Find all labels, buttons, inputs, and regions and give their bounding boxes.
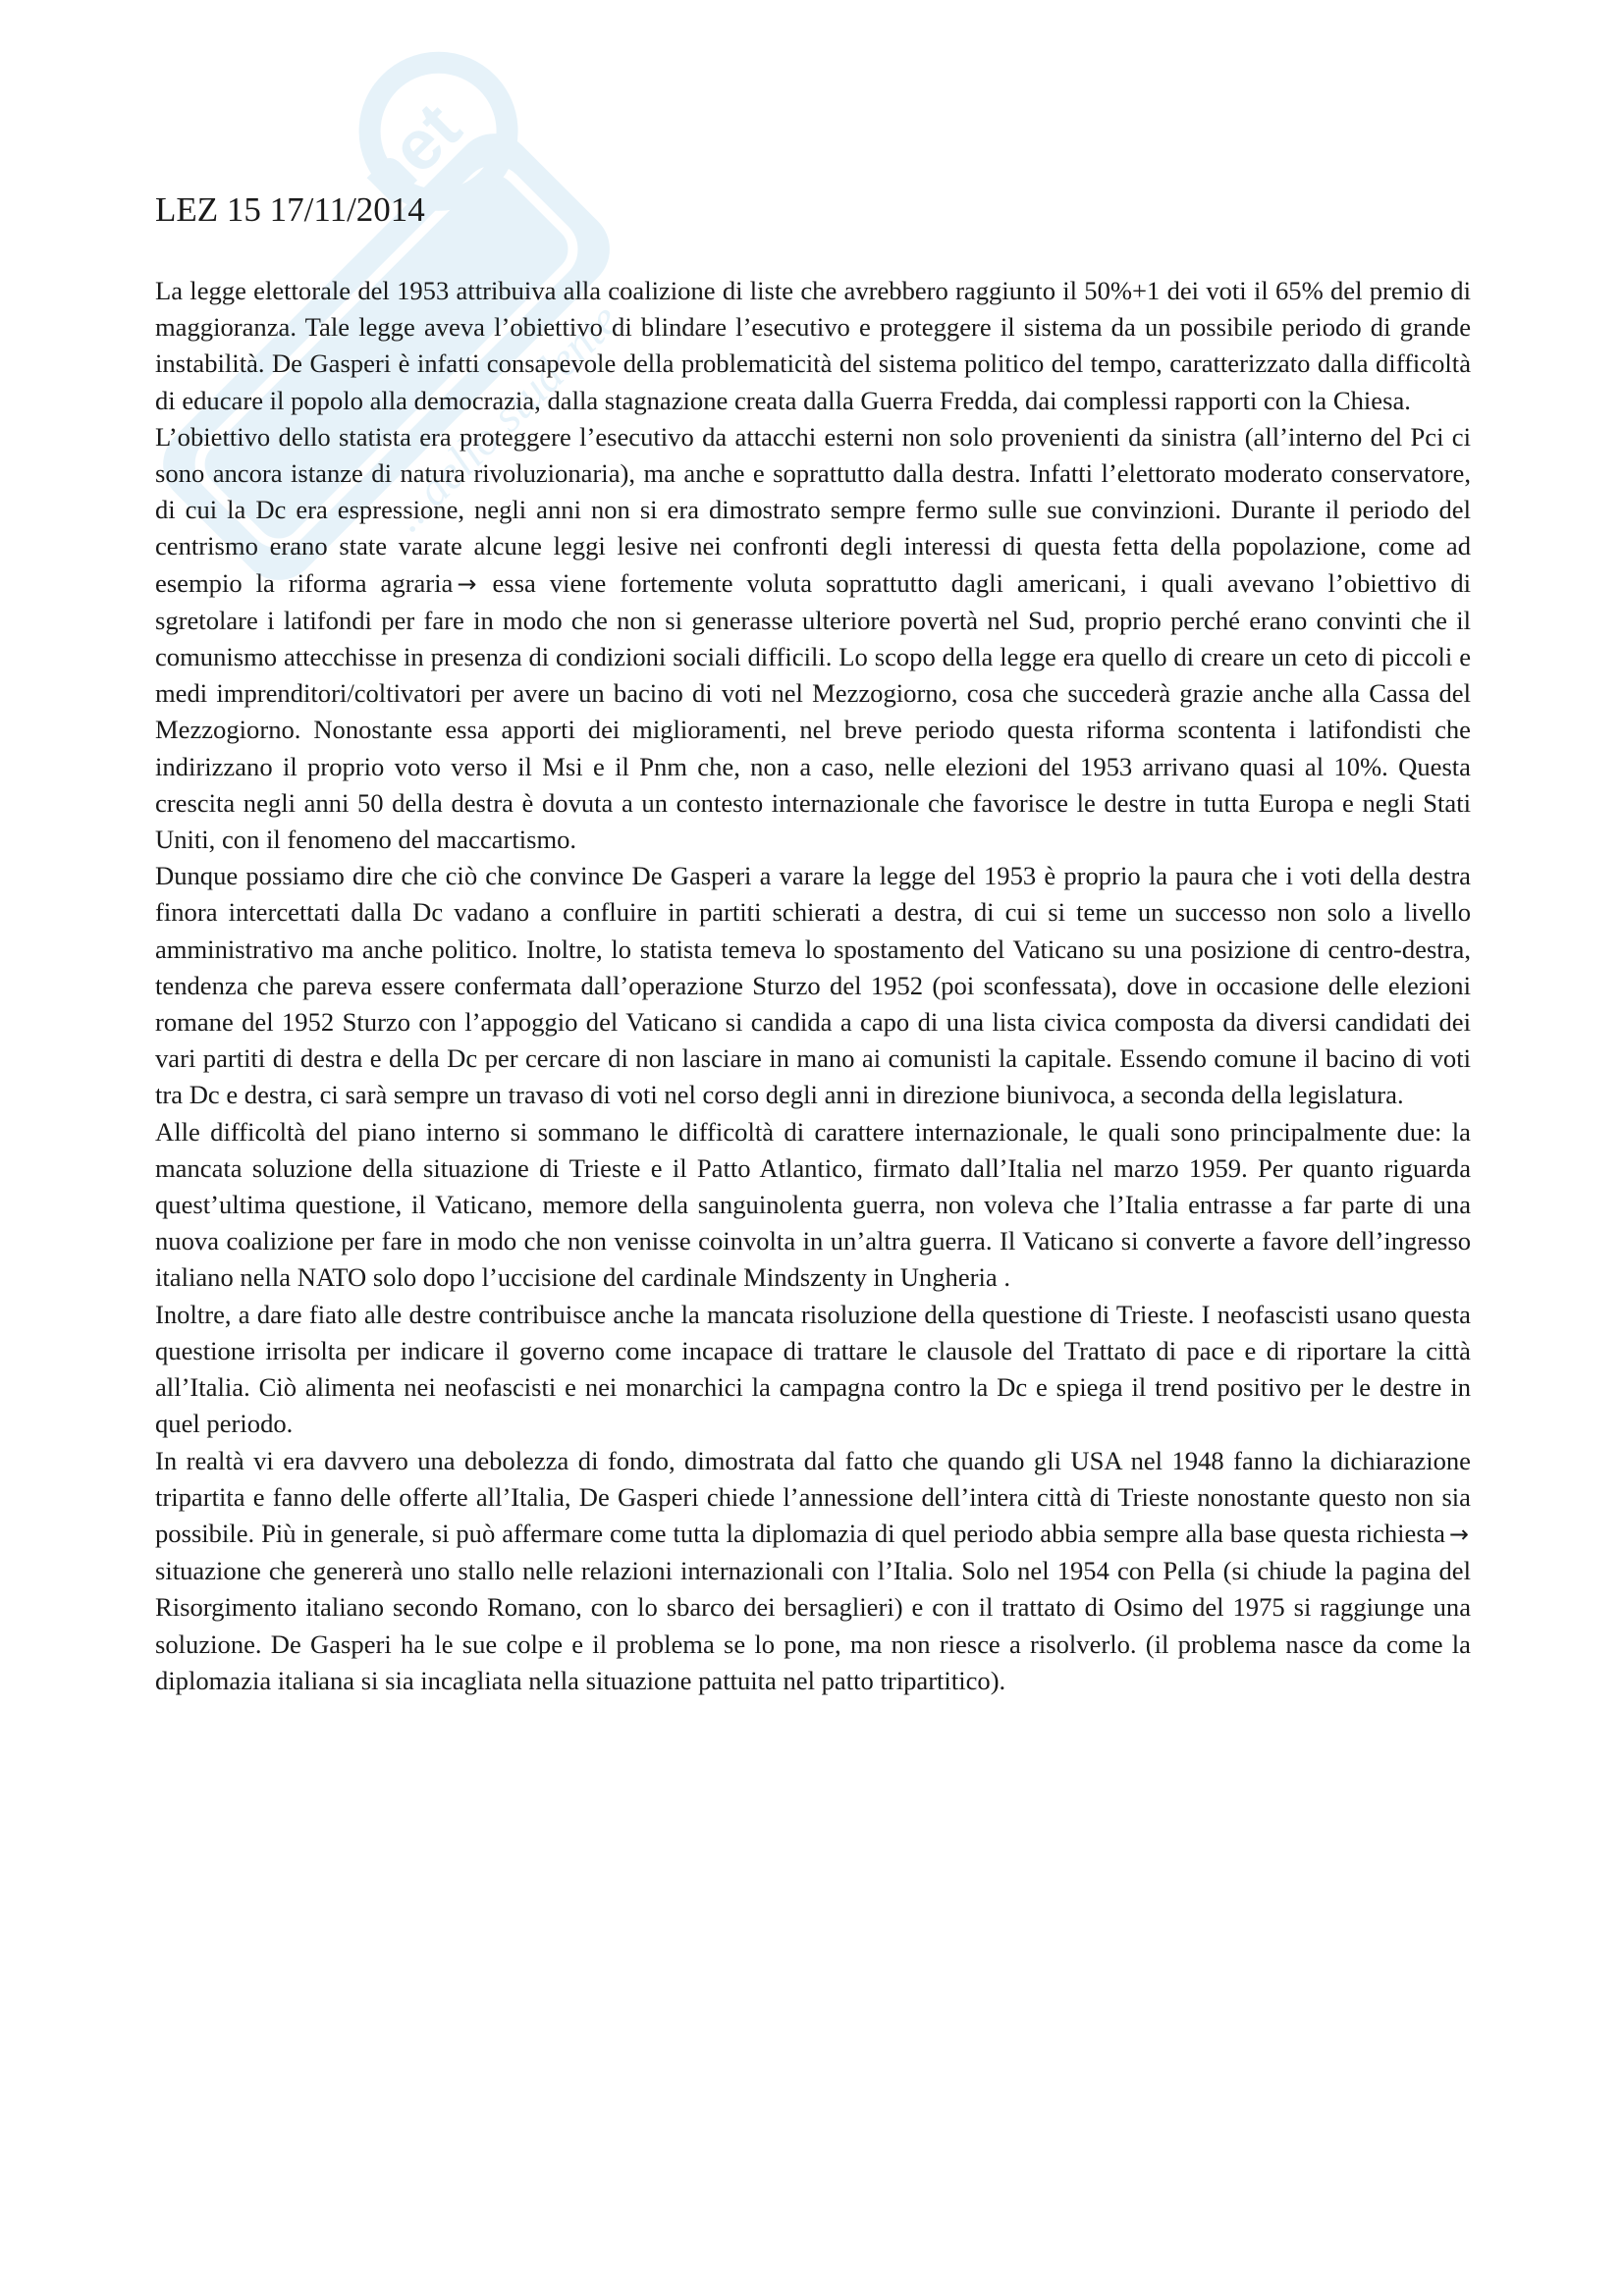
paragraph-2-part-b: essa viene fortemente voluta soprattutto dagli americani, i quali avevano l’obiettivo di sgretolare i latifondi per fare in modo che non si generasse ulteriore povertà nel Sud, proprio perché erano convinti che il comunismo attecchisse in presenza di condizioni sociali difficili. Lo scopo della legge era quello di creare un ceto di piccoli e medi imprenditori/coltivatori per avere un bacino di voti nel Mezzogiorno, cosa che succederà grazie anche alla Cassa del Mezzogiorno. Nonostante essa apporti dei miglioramenti, nel breve periodo questa riforma scontenta i latifondisti che indirizzano il proprio voto verso il Msi e il Pnm che, non a caso, nelle elezioni del 1953 arrivano quasi al 10%. Questa crescita negli anni 50 della destra è dovuta a un contesto internazionale che favorisce le destre in tutta Europa e negli Stati Uniti, con il fenomeno del maccartismo. xyxy=(155,567,1471,855)
lesson-title: LEZ 15 17/11/2014 xyxy=(155,190,425,229)
paragraph-4: Alle difficoltà del piano interno si sommano le difficoltà di carattere internazionale, le quali sono principalmente due: la mancata soluzione della situazione di Trieste e il Patto Atlantico, firmato dall’Italia nel marzo 1959. Per quanto riguarda quest’ultima questione, il Vaticano, memore della sanguinolenta guerra, non voleva che l’Italia entrasse a far parte di una nuova coalizione per fare in modo che non venisse coinvolta in un’altra guerra. Il Vaticano si converte a favore dell’ingresso italiano nella NATO solo dopo l’uccisione del cardinale Mindszenty in Ungheria . xyxy=(155,1116,1471,1293)
paragraph-5: Inoltre, a dare fiato alle destre contribuisce anche la mancata risoluzione della questione di Trieste. I neofascisti usano questa questione irrisolta per indicare il governo come incapace di trattare le clausole del Trattato di pace e di riportare la città all’Italia. Ciò alimenta nei neofascisti e nei monarchici la campagna contro la Dc e spiega il trend positivo per le destre in quel periodo. xyxy=(155,1299,1471,1439)
watermark-text: net xyxy=(345,87,476,219)
watermark-tagline: ...dello studente xyxy=(381,294,629,542)
paragraph-1: La legge elettorale del 1953 attribuiva alla coalizione di liste che avrebbero raggiunto il 50%+1 dei voti il 65% del premio di maggioranza. Tale legge aveva l’obiettivo di blindare l’esecutivo e proteggere il sistema da un possibile periodo di grande instabilità. De Gasperi è infatti consapevole della problematicità del sistema politico del tempo, caratterizzato dalla difficoltà di educare il popolo alla democrazia, dalla stagnazione creata dalla Guerra Fredda, dai complessi rapporti con la Chiesa. xyxy=(155,276,1471,415)
paragraph-3: Dunque possiamo dire che ciò che convince De Gasperi a varare la legge del 1953 è proprio la paura che i voti della destra finora intercettati dalla Dc vadano a confluire in partiti schierati a destra, di cui si teme un successo non solo a livello amministrativo ma anche politico. Inoltre, lo statista temeva lo spostamento del Vaticano su una posizione di centro-destra, tendenza che pareva essere confermata dall’operazione Sturzo del 1952 (poi sconfessata), dove in occasione delle elezioni romane del 1952 Sturzo con l’appoggio del Vaticano si candida a capo di una lista civica composta da diversi candidati dei vari partiti di destra e della Dc per cercare di non lasciare in mano ai comunisti la capitale. Essendo comune il bacino di voti tra Dc e destra, ci sarà sempre un travaso di voti nel corso degli anni in direzione biunivoca, a seconda della legislatura. xyxy=(155,861,1471,1110)
paragraph-2-part-a: L’obiettivo dello statista era proteggere l’esecutivo da attacchi esterni non solo provenienti da sinistra (all’interno del Pci ci sono ancora istanze di natura rivoluzionaria), ma anche e soprattutto dalla destra. Infatti l’elettorato moderato conservatore, di cui la Dc era espressione, negli anni non si era dimostrato sempre fermo sulle sue convinzioni. Durante il periodo del centrismo erano state varate alcune leggi lesive nei confronti degli interessi di questa fetta della popolazione, come ad esempio la riforma agraria xyxy=(155,421,1471,598)
paragraph-6 xyxy=(155,1443,1471,1699)
document-content xyxy=(155,188,1471,1699)
paragraph-2 xyxy=(155,419,1471,858)
paragraph-6-part-a: In realtà vi era davvero una debolezza di fondo, dimostrata dal fatto che quando gli USA nel 1948 fanno la dichiarazione tripartita e fanno delle offerte all’Italia, De Gasperi chiede l’annessione dell’intera città di Trieste nonostante questo non sia possibile. Più in generale, si può affermare come tutta la diplomazia di quel periodo abbia sempre alla base questa richiesta xyxy=(155,1445,1471,1548)
arrow-right-icon: → xyxy=(457,569,477,598)
arrow-right-icon: → xyxy=(1448,1520,1469,1548)
paragraph-6-part-b: situazione che genererà uno stallo nelle relazioni internazionali con l’Italia. Solo nel 1954 con Pella (si chiude la pagina del Risorgimento italiano secondo Romano, con lo sbarco dei bersaglieri) e con il trattato di Osimo del 1975 si raggiunge una soluzione. De Gasperi ha le sue colpe e il problema se lo pone, ma non riesce a risolverlo. (il problema nasce da come la diplomazia italiana si sia incagliata nella situazione pattuita nel patto tripartitico). xyxy=(155,1556,1471,1695)
